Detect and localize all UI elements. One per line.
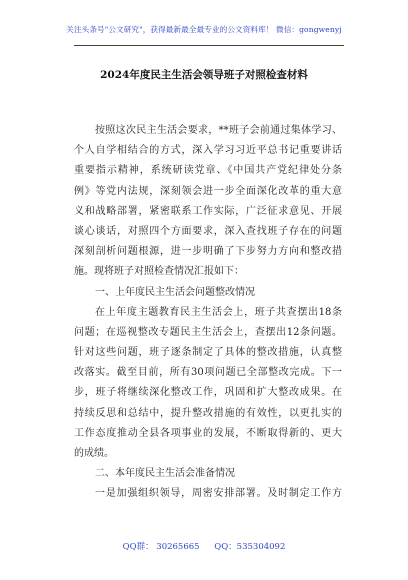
body-line: 施。现将班子对照检查情况汇报如下： (74, 266, 244, 278)
body-line: 深刻剖析问题根源，进一步明确了下步努力方向和整改措 (74, 246, 342, 258)
body-line: 工作态度推动全县各项事业的发展，不断取得新的、更大 (74, 427, 342, 439)
body-line: 问题；在巡视整改专题民主生活会上，查摆出12条问题。 (74, 326, 342, 338)
section-heading: 二、本年度民主生活会准备情况 (95, 468, 235, 480)
body-line: 重要指示精神，系统研读党章、《中国共产党纪律处分条 (74, 165, 342, 177)
header-divider (74, 45, 344, 46)
body-line: 谈心谈话，对照四个方面要求，深入查找班子存在的问题 (74, 225, 342, 237)
footer-contact (0, 540, 408, 552)
body-line: 一是加强组织领导，周密安排部署。及时制定工作方 (95, 488, 342, 500)
body-line: 的成绩。 (74, 448, 114, 459)
body-line: 在上年度主题教育民主生活会上，班子共查摆出18条 (95, 306, 342, 318)
document-title: 2024年度民主生活会领导班子对照检查材料 (100, 69, 308, 81)
body-line: 例》等党内法规，深刻领会进一步全面深化改革的重大意 (74, 185, 342, 197)
body-line: 针对这些问题，班子逐条制定了具体的整改措施，认真整 (74, 347, 342, 359)
body-line: 义和战略部署，紧密联系工作实际，广泛征求意见、开展 (74, 205, 342, 217)
footer-qq: QQ：535304092 (214, 542, 286, 552)
section-heading: 一、上年度民主生活会问题整改情况 (95, 286, 255, 298)
body-line: 改落实。截至目前，所有30项问题已全部整改完成。下一 (74, 367, 342, 379)
footer-qq-group: QQ群： 30265665 (122, 542, 200, 552)
header-banner: 关注头条号"公文研究"，获得最新最全最专业的公文资料库！ 微信：gongwenyj (66, 25, 342, 34)
body-line: 持续反思和总结中，提升整改措施的有效性，以更扎实的 (74, 407, 342, 419)
body-line: 按照这次民主生活会要求，**班子会前通过集体学习、 (95, 125, 342, 136)
document-body (74, 121, 342, 505)
body-line: 步，班子将继续深化整改工作，巩固和扩大整改成果。在 (74, 387, 342, 399)
body-line: 个人自学相结合的方式，深入学习习近平总书记重要讲话 (74, 145, 342, 157)
